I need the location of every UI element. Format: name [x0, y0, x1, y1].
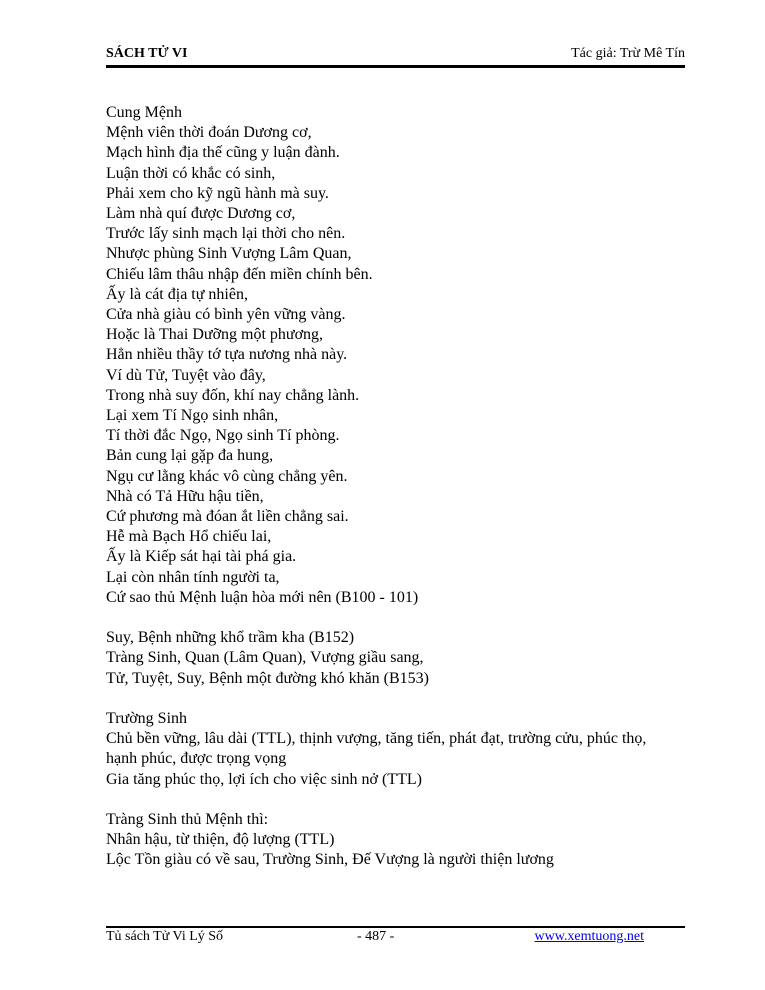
poem-line: Cung Mệnh	[106, 104, 182, 121]
poem-line: Ấy là cát địa tự nhiên,	[106, 285, 248, 303]
poem-line: Nhà có Tả Hữu hậu tiền,	[106, 487, 264, 505]
section-trang-sinh-menh	[106, 810, 676, 871]
section-truong-sinh	[106, 709, 676, 790]
verse-suy-benh	[106, 628, 676, 689]
poem-line: Lại xem Tí Ngọ sinh nhân,	[106, 407, 279, 425]
poem-line: Bản cung lại gặp đa hung,	[106, 447, 274, 465]
poem-line: Chiếu lâm thâu nhập đến miền chính bên.	[106, 265, 373, 283]
header-divider	[106, 65, 685, 68]
footer-divider	[106, 926, 685, 928]
poem-cung-menh	[106, 103, 676, 608]
section-heading: Trường Sinh	[106, 710, 188, 728]
poem-line: Làm nhà quí được Dương cơ,	[106, 205, 296, 223]
poem-line: Mạch hình địa thế cũng y luận đành.	[106, 144, 340, 162]
poem-line: Trong nhà suy đốn, khí nay chẳng lành.	[106, 386, 360, 404]
poem-line: Hễ mà Bạch Hổ chiếu lai,	[106, 528, 272, 546]
section-line: Lộc Tồn giàu có về sau, Trường Sinh, Đế Vượng là người thiện lương	[106, 851, 554, 869]
poem-line: Luận thời có khắc có sinh,	[106, 164, 276, 182]
footer-book-title: Tủ sách Tử Vi Lý Số	[106, 929, 224, 944]
poem-line: Ấy là Kiếp sát hại tài phá gia.	[106, 548, 297, 566]
section-line: Nhân hậu, từ thiện, độ lượng (TTL)	[106, 831, 335, 849]
poem-line: Mệnh viên thời đoán Dương cơ,	[106, 124, 312, 142]
poem-line: Cứ phương mà đóan ắt liền chẳng sai.	[106, 508, 349, 526]
poem-line: Ngụ cư lằng khác vô cùng chẳng yên.	[106, 467, 348, 485]
poem-line: Hẳn nhiều thầy tớ tựa nương nhà này.	[106, 346, 348, 364]
poem-line: Hoặc là Thai Dưỡng một phương,	[106, 326, 324, 344]
section-definition: Chủ bền vững, lâu dài (TTL), thịnh vượng, tăng tiến, phát đạt, trường cửu, phúc thọ, hạnh phúc, được trọng vọng	[106, 730, 647, 768]
page-number: - 487 -	[357, 929, 395, 944]
poem-line: Phải xem cho kỹ ngũ hành mà suy.	[106, 184, 329, 202]
poem-line: Tí thời đắc Ngọ, Ngọ sinh Tí phòng.	[106, 427, 340, 445]
section-extra: Gia tăng phúc thọ, lợi ích cho việc sinh nở (TTL)	[106, 770, 422, 788]
poem-line: Lại còn nhân tính người ta,	[106, 568, 280, 586]
website-link[interactable]: www.xemtuong.net	[534, 929, 644, 944]
page-content	[106, 103, 676, 891]
header-author: Tác giả: Trừ Mê Tín	[571, 46, 685, 61]
poem-line: Trước lấy sinh mạch lại thời cho nên.	[106, 225, 346, 243]
verse-line: Suy, Bệnh những khổ trầm kha (B152)	[106, 629, 355, 647]
poem-line: Cứ sao thủ Mệnh luận hòa mới nên (B100 - 101)	[106, 588, 419, 606]
poem-line: Cửa nhà giàu có bình yên vững vàng.	[106, 306, 346, 324]
verse-line: Tử, Tuyệt, Suy, Bệnh một đường khó khăn (B153)	[106, 669, 429, 687]
poem-line: Nhược phùng Sinh Vượng Lâm Quan,	[106, 245, 352, 263]
header-title: SÁCH TỬ VI	[106, 46, 188, 61]
section-heading: Tràng Sinh thủ Mệnh thì:	[106, 811, 269, 829]
verse-line: Tràng Sinh, Quan (Lâm Quan), Vượng giầu sang,	[106, 649, 424, 667]
poem-line: Ví dù Tử, Tuyệt vào đây,	[106, 366, 266, 384]
